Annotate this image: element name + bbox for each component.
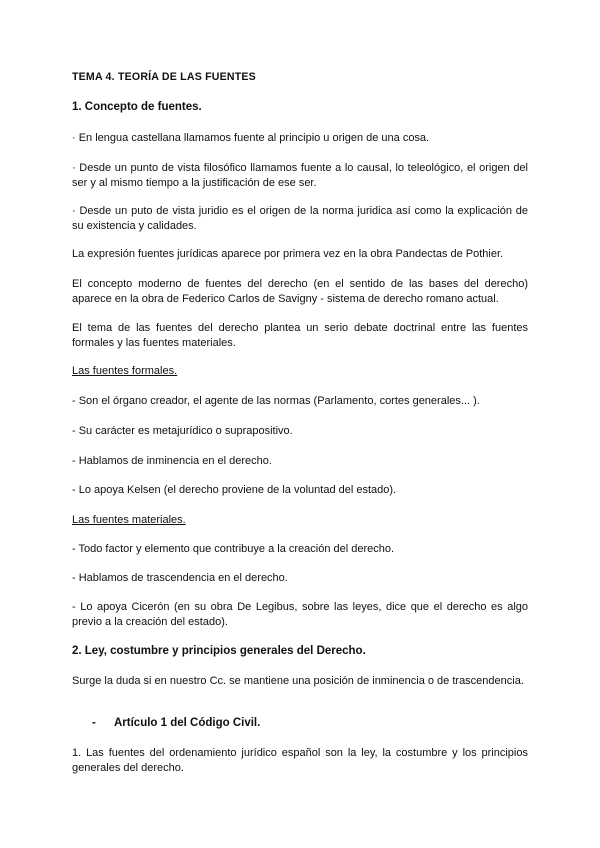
list-item: - Todo factor y elemento que contribuye a la creación del derecho.	[72, 543, 395, 555]
section-1-heading: 1. Concepto de fuentes.	[72, 101, 202, 113]
article-heading-text: Artículo 1 del Código Civil.	[114, 717, 261, 729]
list-item: - Son el órgano creador, el agente de las normas (Parlamento, cortes generales... ).	[72, 395, 480, 407]
paragraph: El concepto moderno de fuentes del derecho (en el sentido de las bases del derecho) aparece en la obra de Federico Carlos de Savigny - sistema de derecho romano actual.	[72, 278, 528, 305]
paragraph: El tema de las fuentes del derecho plantea un serio debate doctrinal entre las fuentes formales y las fuentes materiales.	[72, 322, 528, 349]
paragraph: · En lengua castellana llamamos fuente al principio u origen de una cosa.	[72, 132, 430, 144]
paragraph: La expresión fuentes jurídicas aparece por primera vez en la obra Pandectas de Pothier.	[72, 248, 504, 260]
paragraph: · Desde un punto de vista filosófico llamamos fuente a lo causal, lo teleológico, el origen del ser y al mismo tiempo a la justificación de ese ser.	[72, 162, 528, 189]
document-title: TEMA 4. TEORÍA DE LAS FUENTES	[72, 71, 256, 83]
list-item: - Lo apoya Cicerón (en su obra De Legibus, sobre las leyes, dice que el derecho es algo previo a la creación del estado).	[72, 601, 528, 628]
list-item: - Hablamos de inminencia en el derecho.	[72, 455, 272, 467]
subheading-fuentes-materiales: Las fuentes materiales.	[72, 514, 186, 526]
paragraph: 1. Las fuentes del ordenamiento jurídico español son la ley, la costumbre y los principios generales del derecho.	[72, 747, 528, 774]
article-heading	[92, 716, 528, 731]
list-item: - Hablamos de trascendencia en el derecho.	[72, 572, 288, 584]
list-item: - Su carácter es metajurídico o suprapositivo.	[72, 425, 293, 437]
list-item: - Lo apoya Kelsen (el derecho proviene de la voluntad del estado).	[72, 484, 397, 496]
list-dash: -	[92, 717, 96, 729]
paragraph: · Desde un puto de vista juridio es el origen de la norma juridica así como la explicación de su existencia y calidades.	[72, 205, 528, 232]
paragraph: Surge la duda si en nuestro Cc. se mantiene una posición de inminencia o de trascendencia.	[72, 675, 524, 687]
section-2-heading: 2. Ley, costumbre y principios generales del Derecho.	[72, 645, 366, 657]
subheading-fuentes-formales: Las fuentes formales.	[72, 365, 178, 377]
